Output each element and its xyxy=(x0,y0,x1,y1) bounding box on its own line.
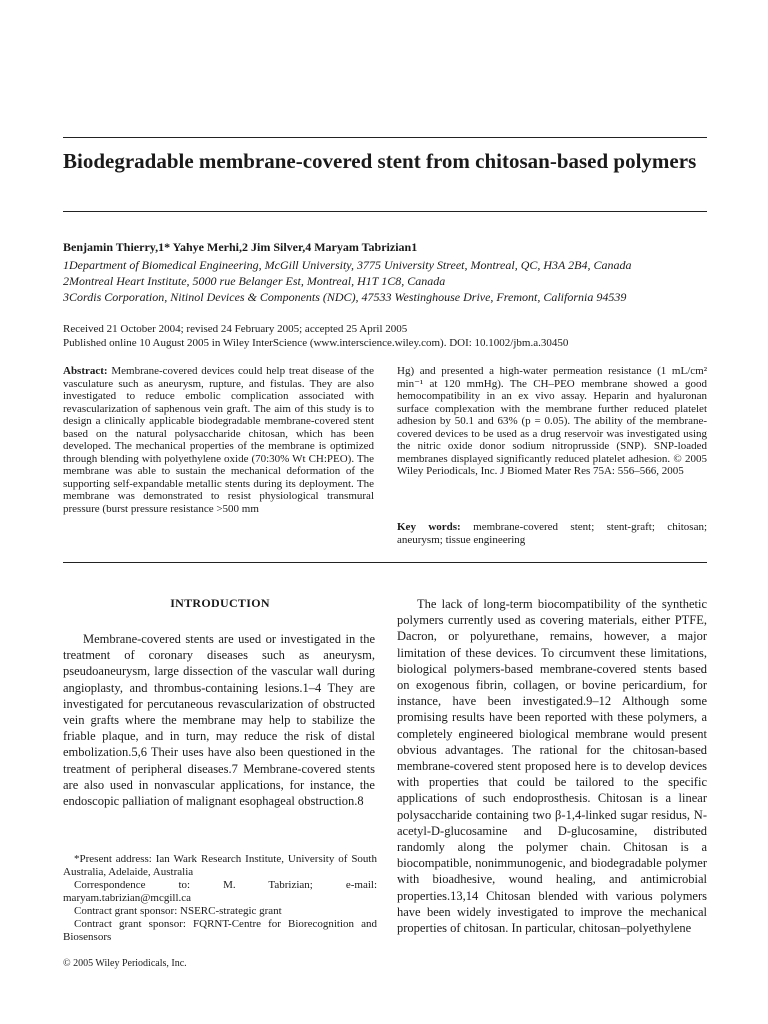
affiliation-1: 1Department of Biomedical Engineering, McGill University, 3775 University Street, Montreal, QC, H3A 2B4, Canada xyxy=(63,258,632,272)
footnote-present-address: *Present address: Ian Wark Research Institute, University of South Australia, Adelaide, Australia xyxy=(63,853,377,878)
title-rule xyxy=(63,211,707,212)
footnote-grant-2: Contract grant sponsor: FQRNT-Centre for Biorecognition and Biosensors xyxy=(63,918,377,943)
intro-paragraph-right: The lack of long-term biocompatibility of the synthetic polymers currently used as covering materials, either PTFE, Dacron, or polyurethane, remains, however, a major limitation of these devices. To circumvent these limitations, biological polymers-based membrane-covered stents based on exogenous fibrin, collagen, or bovine pericardium, for instance, have been investigated.9–12 Although some promising results have been reported with these polymers, a completely engineered biological membrane would present obvious advantages. The rational for the chitosan-based membrane-covered stent proposed here is to develop devices with properties that could be tailored to the specific applications of such endoprosthesis. Chitosan is a linear polysaccharide containing two β-1,4-linked sugar residus, N-acetyl-D-glucosamine and D-glucosamine, distributed randomly along the polymer chain. Chitosan is a biocompatible, nonimmunogenic, and biodegradable polymer with bioadhesive, wound healing, and antimicrobial properties.13,14 Chitosan blended with various polymers have been widely investigated to improve the mechanical properties of chitosan. In particular, chitosan–polyethylene xyxy=(397,597,707,936)
intro-left-column xyxy=(63,631,375,809)
abstract-left xyxy=(63,365,374,515)
article-title: Biodegradable membrane-covered stent from chitosan-based polymers xyxy=(63,149,697,173)
abstract-rule xyxy=(63,562,707,563)
published-info: Published online 10 August 2005 in Wiley InterScience (www.interscience.wiley.com). DOI: 10.1002/jbm.a.30450 xyxy=(63,337,569,349)
keywords-label: Key words: xyxy=(397,521,461,533)
intro-paragraph-left: Membrane-covered stents are used or investigated in the treatment of coronary diseases such as aneurysm, pseudoaneurysm, large dissection of the vascular wall during angioplasty, and thrombus-containing lesions.1–4 They are investigated for percutaneous revascularization of obstructed vein grafts where the membrane may help to stabilize the friable plaque, and in turn, may reduce the risk of distal embolization.5,6 Their uses have also been questioned in the treatment of peripheral diseases.7 Membrane-covered stents are also used in nonvascular applications, for instance, the endoscopic palliation of malignant esophageal obstruction.8 xyxy=(63,632,375,809)
abstract-text-right: Hg) and presented a high-water permeation resistance (1 mL/cm² min⁻¹ at 120 mmHg). The CH–PEO membrane showed a good hemocompatibility in an ex vivo assay. Heparin and hyaluronan surface complexation with the membrane further reduced platelet adhesion by 50.1 and 63% (p = 0.05). The ability of the membrane-covered devices to be used as a drug reservoir was investigated using the nitric oxide donor sodium nitroprusside (SNP). SNP-loaded membranes displayed significantly reduced platelet adhesion. © 2005 Wiley Periodicals, Inc. J Biomed Mater Res 75A: 556–566, 2005 xyxy=(397,365,707,477)
keywords xyxy=(397,521,707,546)
section-heading: INTRODUCTION xyxy=(170,596,270,610)
received-dates: Received 21 October 2004; revised 24 February 2005; accepted 25 April 2005 xyxy=(63,323,408,335)
abstract-right xyxy=(397,365,707,478)
affiliation-2: 2Montreal Heart Institute, 5000 rue Belanger Est, Montreal, H1T 1C8, Canada xyxy=(63,274,446,288)
footnotes xyxy=(63,853,377,944)
affiliation-3: 3Cordis Corporation, Nitinol Devices & Components (NDC), 47533 Westinghouse Drive, Fremont, California 94539 xyxy=(63,290,627,304)
footnote-correspondence: Correspondence to: M. Tabrizian; e-mail: maryam.tabrizian@mcgill.ca xyxy=(63,879,377,904)
keywords-text: membrane-covered stent; stent-graft; chitosan; aneurysm; tissue engineering xyxy=(397,521,708,546)
intro-right-column xyxy=(397,596,707,936)
footnote-grant-1: Contract grant sponsor: NSERC-strategic grant xyxy=(74,905,282,917)
abstract-text-left: Membrane-covered devices could help treat disease of the vasculature such as aneurysm, rupture, and fistulas. They are also investigated to reduce embolic complication associated with revascularization of saphenous vein graft. The aim of this study is to design a clinically applicable biodegradable membrane-covered stent based on the natural polysaccharide chitosan, which has been developed. The mechanical properties of the membrane is optimized through blending with polyethylene oxide (70:30% Wt CH:PEO). The membrane was able to sustain the mechanical deformation of the supporting self-expandable metallic stents during its deployment. The membrane was demonstrated to resist physiological transmural pressure (burst pressure resistance >500 mm xyxy=(63,365,374,515)
top-rule xyxy=(63,137,707,138)
abstract-label: Abstract: xyxy=(63,365,108,377)
author-list: Benjamin Thierry,1* Yahye Merhi,2 Jim Silver,4 Maryam Tabrizian1 xyxy=(63,240,418,254)
copyright-line: © 2005 Wiley Periodicals, Inc. xyxy=(63,958,187,969)
